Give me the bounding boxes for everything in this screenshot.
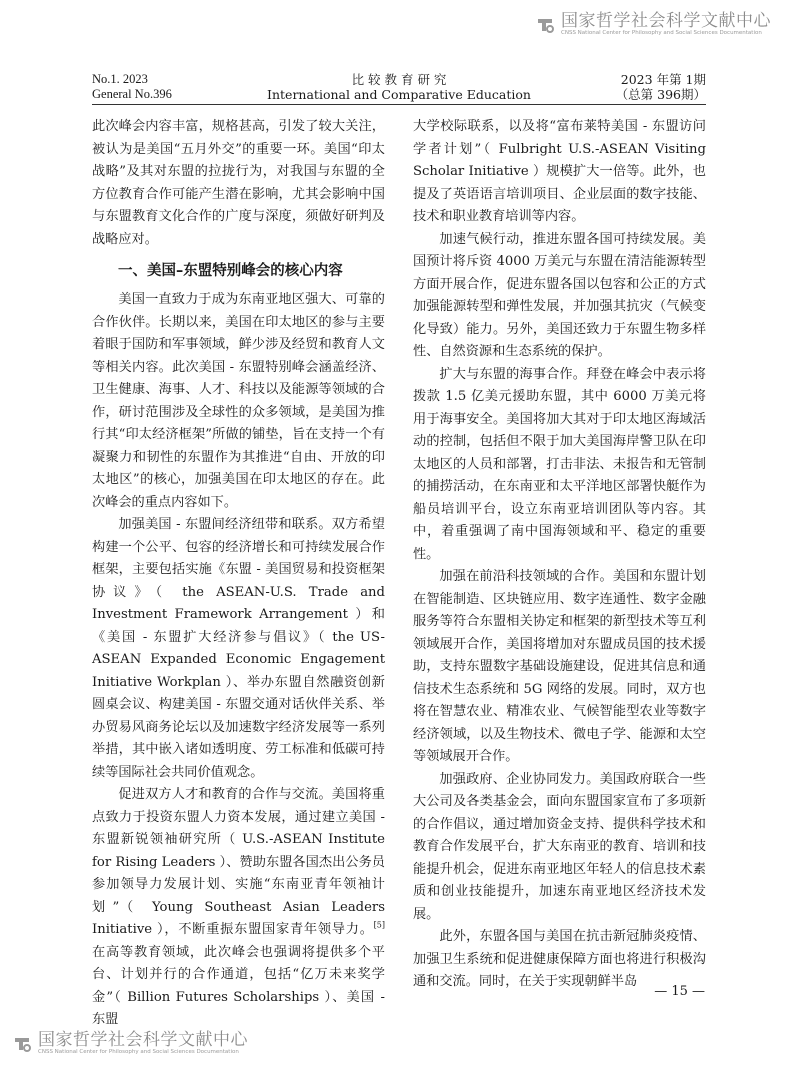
logo-top xyxy=(535,12,771,37)
paragraph: 此次峰会内容丰富，规格甚高，引发了较大关注，被认为是美国“五月外交”的重要一环。美国“印太战略”及其对东盟的拉拢行为，对我国与东盟的全方位教育合作可能产生潜在影响，尤其会影响中国与东盟教育文化合作的广度与深度，须做好研判及战略应对。 xyxy=(92,119,385,247)
article-body xyxy=(92,116,706,1032)
logo-bottom xyxy=(12,1031,248,1056)
paragraph: 此外，东盟各国与美国在抗击新冠肺炎疫情、加强卫生系统和促进健康保障方面也将进行积极沟通和交流。同时，在关于实现朝鲜半岛 xyxy=(413,929,706,989)
left-column xyxy=(92,116,385,1032)
header-journal-en: International and Comparative Education xyxy=(267,87,531,102)
paragraph: 加强政府、企业协同发力。美国政府联合一些大公司及各类基金会，面向东盟国家宣布了多项新的合作倡议，通过增加资金支持、提供科学技术和教育合作发展平台，扩大东南亚的教育、培训和技能提升机会，促进东南亚地区年轻人的信息技术素质和创业技能提升，加速东南亚地区经济技术发展。 xyxy=(413,771,706,922)
paragraph-text: 在高等教育领域，此次峰会也强调将提供多个平台、计划并行的合作通道，包括“亿万未来奖学金”（ Billion Futures Scholarships ）、美国 - 东盟 xyxy=(92,944,385,1027)
header-journal-cn: 比 较 教 育 研 究 xyxy=(351,72,447,87)
header-volume-cn: （总第 396期） xyxy=(615,87,706,102)
header-issue-cn-block xyxy=(616,72,706,102)
logo-title: 国家哲学社会科学文献中心 xyxy=(38,1030,248,1050)
header-volume: General No.396 xyxy=(92,87,172,101)
header-journal-block xyxy=(92,72,706,102)
citation-marker[interactable]: [5] xyxy=(373,920,385,930)
logo-mark-icon xyxy=(535,15,555,35)
right-column xyxy=(413,116,706,1032)
paragraph: 美国一直致力于成为东南亚地区强大、可靠的合作伙伴。长期以来，美国在印太地区的参与主要着眼于国防和军事领域，鲜少涉及经贸和教育人文等相关内容。此次美国 - 东盟特别峰会涵盖经济、卫生健康、海事、人才、科技以及能源等领域的合作，研讨范围涉及全球性的众多领域，是美国为推行其“印太经济框架”所做的铺垫，旨在支持一个有凝聚力和韧性的东盟作为其推进“自由、开放的印太地区”的核心，加强美国在印太地区的存在。此次峰会的重点内容如下。 xyxy=(92,292,385,510)
page-number: — 15 — xyxy=(654,984,705,999)
logo-subtitle: CNSS National Center for Philosophy and Social Sciences Documentation xyxy=(38,1049,239,1055)
paragraph: 加强在前沿科技领域的合作。美国和东盟计划在智能制造、区块链应用、数字连通性、数字金融服务等符合东盟相关协定和框架的新型技术等互利领域展开合作，美国将增加对东盟成员国的技术援助，支持东盟数字基础设施建设，促进其信息和通信技术生态系统和 5G 网络的发展。同时，双方也将在智慧农业、精准农业、气候智能型农业等数字经济领域，以及生物技术、微电子学、能源和太空等领域展开合作。 xyxy=(413,569,706,764)
logo-mark-icon xyxy=(12,1034,32,1054)
logo-subtitle: CNSS National Center for Philosophy and Social Sciences Documentation xyxy=(561,30,762,36)
paragraph: 加强美国 - 东盟间经济纽带和联系。双方希望构建一个公平、包容的经济增长和可持续发展合作框架，主要包括实施《东盟 - 美国贸易和投资框架协议》（ the ASEAN-U.S. Trade and Investment Framework Arrangement ）和《美国 - 东盟扩大经济参与倡议》（ the US-ASEAN Expanded Economic Engagement Initiative Workplan ）、举办东盟自然融资创新圆桌会议、构建美国 - 东盟交通对话伙伴关系、举办贸易风商务论坛以及加速数字经济发展等一系列举措，其中嵌入诸如透明度、劳工标准和低碳可持续等国际社会共同价值观念。 xyxy=(92,517,385,780)
header-issue: No.1. 2023 xyxy=(92,72,148,86)
logo-title: 国家哲学社会科学文献中心 xyxy=(561,11,771,31)
paragraph: 大学校际联系，以及将“富布莱特美国 - 东盟访问学者计划”（ Fulbright U.S.-ASEAN Visiting Scholar Initiative ）规模扩大一倍等。此外，也提及了英语语言培训项目、企业层面的数字技能、技术和职业教育培训等内容。 xyxy=(413,119,706,224)
paragraph: 扩大与东盟的海事合作。拜登在峰会中表示将拨款 1.5 亿美元援助东盟，其中 6000 万美元将用于海事安全。美国将加大其对于印太地区海域活动的控制，包括但不限于加大美国海岸警卫队在印太地区的人员和部署，打击非法、未报告和无管制的捕捞活动，在东南亚和太平洋地区部署快艇作为船员培训平台，设立东南亚培训团队等内容。其中，着重强调了南中国海领域和平、稳定的重要性。 xyxy=(413,366,706,562)
paragraph xyxy=(92,784,385,1032)
running-header xyxy=(92,72,706,105)
paragraph-text: 促进双方人才和教育的合作与交流。美国将重点致力于投资东盟人力资本发展，通过建立美国 - 东盟新锐领袖研究所（ U.S.-ASEAN Institute for Rising Leaders ）、赞助东盟各国杰出公务员参加领导力发展计划、实施“东南亚青年领袖计划”（ Young Southeast Asian Leaders Initiative ），不断重振东盟国家青年领导力。 xyxy=(92,787,385,937)
paragraph: 加速气候行动，推进东盟各国可持续发展。美国预计将斥资 4000 万美元与东盟在清洁能源转型方面开展合作，促进东盟各国以包容和公正的方式加强能源转型和弹性发展，并加强其抗灾（气候变化导致）能力。另外，美国还致力于东盟生物多样性、自然资源和生态系统的保护。 xyxy=(413,231,706,359)
section-heading: 一、美国–东盟特别峰会的核心内容 xyxy=(118,263,343,279)
header-issue-cn: 2023 年第 1期 xyxy=(620,72,706,87)
